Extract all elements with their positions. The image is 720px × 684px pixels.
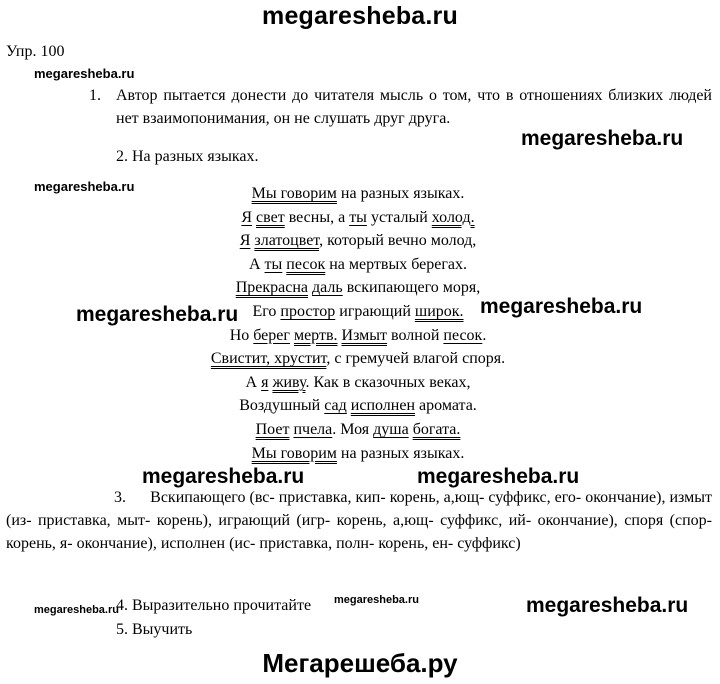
underlined-word: мертв. — [293, 326, 338, 344]
item2-heading: 2. На разных языках. — [116, 148, 259, 165]
underlined-word: Я — [241, 208, 253, 226]
underlined-word: Мы говорим — [251, 444, 337, 462]
underlined-word: даль — [312, 279, 343, 297]
exercise-title: Упр. 100 — [6, 43, 65, 60]
watermark-large-4: megaresheba.ru — [142, 465, 305, 488]
poem-line — [150, 229, 566, 252]
poem-line — [150, 347, 566, 370]
poem-text: на разных языках. — [336, 185, 465, 202]
underlined-word: ты — [349, 208, 367, 226]
watermark-small-3: megaresheba.ru — [34, 604, 119, 616]
poem-text: Но — [229, 326, 254, 344]
poem-text: А — [245, 373, 262, 391]
watermark-small-4: megaresheba.ru — [334, 594, 419, 606]
underlined-word: Измыт — [341, 326, 388, 344]
poem-text: , с гремучей влагой споря. — [326, 350, 506, 368]
footer-brand: Мегарешеба.ру — [262, 648, 458, 678]
poem-line — [150, 206, 566, 229]
underlined-word: Мы говорим — [251, 185, 337, 202]
underlined-word: живу — [272, 373, 306, 391]
poem-line — [150, 253, 566, 276]
underlined-word: Поет — [255, 421, 290, 438]
poem-line — [150, 418, 566, 441]
watermark-small-2: megaresheba.ru — [34, 179, 135, 194]
underlined-word: Свистит, хрустит — [210, 350, 327, 368]
watermark-large-6: megaresheba.ru — [526, 594, 689, 617]
poem-text: играющий — [335, 303, 415, 320]
underlined-word: холод. — [431, 208, 475, 226]
poem-text: весны, а — [284, 208, 350, 226]
underlined-word: богата. — [412, 421, 461, 438]
item1-text: Автор пытается донести до читателя мысль о том, что в отношениях близких людей нет взаимопонимания, он не слушать друг друга. — [116, 87, 712, 127]
poem-line — [150, 182, 566, 205]
poem-line — [150, 324, 566, 347]
watermark-small-1: megaresheba.ru — [34, 66, 135, 81]
underlined-word: простор — [280, 303, 336, 320]
poem-line — [150, 442, 566, 465]
poem-text: аромата. — [415, 397, 477, 415]
watermark-large-1: megaresheba.ru — [521, 127, 684, 150]
item4-text: 4. Выразительно прочитайте — [116, 597, 312, 614]
underlined-word: свет — [256, 208, 285, 226]
poem-line — [150, 394, 566, 417]
poem-text: усталый — [366, 208, 432, 226]
underlined-word: пчела — [293, 421, 333, 438]
poem-text: волной — [387, 326, 444, 344]
underlined-word: широк. — [414, 303, 464, 320]
underlined-word: душа — [373, 421, 409, 438]
poem-text: . — [482, 326, 487, 344]
poem-text: на разных языках. — [336, 444, 465, 462]
underlined-word: Я — [239, 232, 251, 250]
item5-text: 5. Выучить — [116, 621, 193, 638]
poem-text: . Как в сказочных веках, — [305, 373, 471, 391]
item3-analysis: 3. Вскипающего (вс- приставка, кип- корень, а,ющ- суффикс, его- окончание), измыт (из- приставка, мыт- корень), играющий (игр- корень, а,ющ- суффикс, ий- окончание), споря (спор- корень, я- окончание), исполнен (ис- приставка, полн- корень, ен- суффикс) — [6, 489, 712, 552]
header-watermark: megaresheba.ru — [262, 2, 458, 30]
watermark-large-2: megaresheba.ru — [76, 303, 239, 326]
underlined-word: Прекрасна — [235, 279, 309, 297]
poem-line — [150, 371, 566, 394]
poem-text: Его — [252, 303, 281, 320]
underlined-word: исполнен — [350, 397, 416, 415]
poem-text: Воздушный — [239, 397, 325, 415]
watermark-large-5: megaresheba.ru — [417, 465, 580, 488]
watermark-large-3: megaresheba.ru — [480, 295, 643, 318]
underlined-word: песок — [286, 255, 326, 273]
underlined-word: сад — [324, 397, 347, 415]
item1-number: 1. — [89, 87, 101, 104]
poem-text: . Моя — [332, 421, 374, 438]
underlined-word: я — [261, 373, 269, 391]
poem-text: А — [248, 255, 265, 273]
underlined-word: ты — [264, 255, 283, 273]
underlined-word: песок — [443, 326, 483, 344]
underlined-word: берег — [253, 326, 290, 344]
poem-text: на мертвых берегах. — [325, 255, 468, 273]
underlined-word: златоцвет — [254, 232, 320, 250]
poem-text: вскипающего моря, — [342, 279, 481, 297]
poem-text: , который вечно молод, — [319, 232, 477, 250]
